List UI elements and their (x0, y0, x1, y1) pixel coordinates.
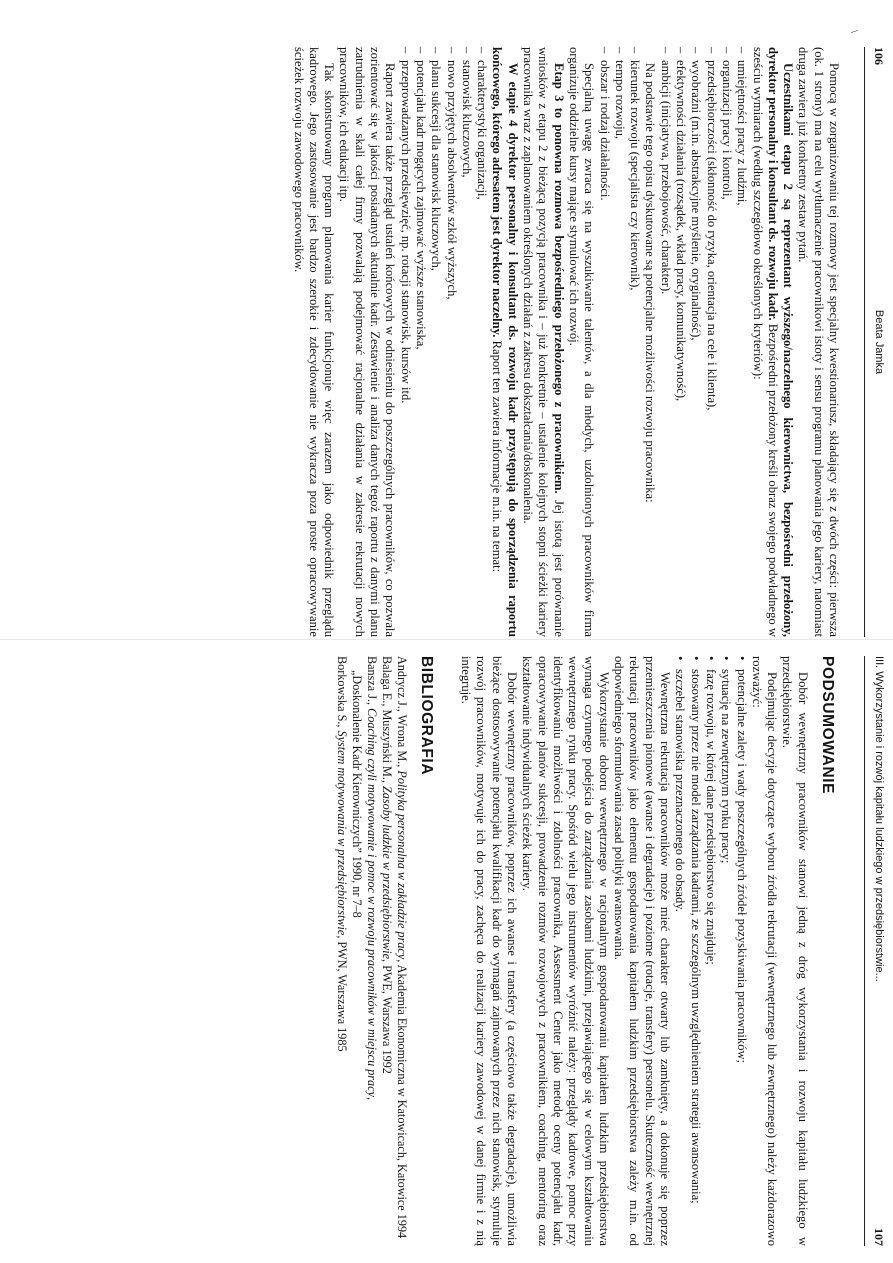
header-rule (864, 47, 865, 637)
paragraph: Na podstawie tego opisu dyskutowane są potencjalne możliwości rozwoju pracownika: (643, 63, 658, 503)
consideration-item: • sytuację na zewnętrznym rynku pracy; (718, 656, 733, 1246)
bold-lead: Etap 3 to ponowna rozmowa bezpośredniego przełożonego z pracownikiem. (551, 63, 566, 494)
consideration-item: • fazę rozwoju, w której dane przedsiębiorstwo się znajduje; (703, 656, 718, 1246)
running-head-author: Beata Jamka (873, 309, 885, 375)
criteria-item: – efektywności działania (rozsądek, wkład pracy, komunikatywność), (673, 47, 688, 637)
page-number: 107 (872, 1228, 886, 1246)
right-body (335, 656, 841, 1246)
bibliography-entry-continuation: „Doskonalenie Kadr Kierowniczych” 1990, nr 7–8 (350, 670, 365, 918)
paragraph-stage-4: W etapie 4 dyrektor personalny i konsultant ds. rozwoju kadr przystępują do sporządzenia raportu końcowego, którego adresatem jest dyrektor naczelny. Raport ten zawiera informacje m.in. na temat: (490, 47, 520, 637)
paragraph: Wykorzystanie doboru wewnętrznego w racjonalnym gospodarowaniu kapitałem ludzkim przedsiębiorstwa wymaga czynnego podejścia do zarządzania zasobami ludzkimi, przejawiającego się w celowym kształtowaniu wewnętrznego rynku pracy. Spośród wielu jego instrumentów wyróżnić należy: przeglądy kadrowe, pomoc przy identyfikowaniu możliwości i zdolności pracownika, Assessment Center jako metodę oceny potencjału kadr, opracowywanie planów sukcesji, prowadzenie rozmów rozwojowych z pracownikiem, coaching, mentoring oraz kształtowanie indywidualnych ścieżek kariery. (520, 656, 611, 1246)
criteria-item: – ambicji (inicjatywa, przebojowość, charakter). (657, 47, 672, 637)
paragraph: Wewnętrzna rekrutacja pracowników może mieć charakter otwarty lub zamknięty, a dokonuje się poprzez przemieszczenia pionowe (awanse i degradacje) i poziome (rotacje, transfery) personelu. Skuteczność wewnętrznej rekrutacji pracowników jako elementu gospodarowania kapitałem ludzkim przedsiębiorstwa zależy m.in. od odpowiedniego sformułowania zasad polityki awansowania. (612, 656, 673, 1246)
bibliography-list (335, 656, 409, 1246)
bibliography-entry: Andrycz J., Wrona M., Polityka personalna w zakładzie pracy, Akademia Ekonomiczna w Katowicach, Katowice 1994 (394, 656, 409, 1239)
section-heading-bibliography: BIBLIOGRAFIA (417, 656, 435, 776)
paragraph: Dobór wewnętrzny pracowników, poprzez ich awanse i transfery (a częściowo także degradacje), umożliwia bieżące dostosowywanie potencjału kwalifikacji kadr do wymagań zajmowanych przez nich stanowisk, stymuluje rozwój pracowników, motywuje ich do pracy, zachęca do realizacji kariery zawodowej w danej firmie i z nią integruje. (459, 656, 520, 1246)
paragraph: Raport zawiera także przegląd ustaleń końcowych w odniesieniu do poszczególnych pracowników, co pozwala zorientować się w jakości posiadanych aktualnie kadr. Zestawienie i analiza danych tegoż raportu z danymi planu zatrudnienia w skali całej firmy pozwalają podejmować racjonalne działania w zakresie rekrutacji nowych pracowników, ich edukacji itp. (337, 47, 398, 637)
header-rule (864, 656, 865, 1246)
bibliography-entry: Bansza J., Coaching czyli motywowanie i pomoc w rozwoju pracowników w miejscu pracy, (364, 656, 379, 1101)
right-header (864, 656, 888, 1246)
report-item: – przeprowadzanych przedsięwzięć, np. rotacji stanowisk, kursów itd. (397, 47, 412, 637)
criteria-item: – organizacji pracy i kontroli, (719, 47, 734, 637)
scan-mark: \ (848, 30, 860, 34)
paragraph: Pomocą w zorganizowaniu tej rozmowy jest specjalny kwestionariusz, składający się z dwóch części: pierwsza (ok. 1 strony) ma na celu wytłumaczenie pracownikowi istoty i sensu programu planowania jego kariery, natomiast druga zawiera już konkretny zestaw pytań. (796, 47, 841, 637)
criteria-item: – wyobraźni (m.in. abstrakcyjne myślenie, oryginalność), (688, 47, 703, 637)
page-fold (0, 639, 893, 640)
bold-lead: Uczestnikami etapu 2 są reprezentant wyższego/naczelnego kierownictwa, bezpośredni przełożony, dyrektor personalny i konsultant ds. rozwoju kadr. (765, 47, 796, 637)
section-heading-summary: PODSUMOWANIE (819, 656, 836, 795)
report-item: – stanowisk kluczowych, (459, 47, 474, 637)
development-item: – tempo rozwoju, (612, 47, 627, 637)
left-header (864, 47, 888, 637)
bibliography-entry: Balaga E., Muszyński M., Zasoby ludzkie w przedsiębiorstwie, PWE, Warszawa 1992 (379, 656, 394, 1074)
paragraph: Tak skonstruowany program planowania karier funkcjonuje więc zarazem jako odpowiednik przeglądu kadrowego. Jego zastosowanie jest bardzo szerokie i zdecydowanie nie wykracza poza proste opracowywanie ścieżek rozwoju zawodowego pracowników. (291, 47, 337, 637)
consideration-item: • stosowany przez nie model zarządzania kadrami, ze szczególnym uwzględnieniem strategii awansowania; (687, 656, 702, 1246)
paragraph-stage-2: Uczestnikami etapu 2 są reprezentant wyższego/naczelnego kierownictwa, bezpośredni przełożony, dyrektor personalny i konsultant ds. rozwoju kadr. Bezpośredni przełożony kreśli obraz swojego podwładnego w sześciu wymiarach (według szczegółowo określonych kryteriów): (750, 47, 796, 637)
consideration-item: • potencjalne zalety i wady poszczególnych źródeł pozyskiwania pracowników; (733, 656, 748, 1246)
page-number: 106 (872, 47, 886, 65)
consideration-item: • szczebel stanowiska przeznaczonego do obsady. (672, 656, 687, 1246)
running-head-chapter: III. Wykorzystanie i rozwój kapitału ludzkiego w przedsiębiorstwie... (873, 656, 885, 982)
development-item: – obszar i rodzaj działalności. (596, 47, 611, 637)
report-item: – planu sukcesji dla stanowisk kluczowych, (428, 47, 443, 637)
left-page (0, 47, 893, 637)
criteria-item: – umiejętności pracy z ludźmi, (734, 47, 749, 637)
report-item: – charakterystyki organizacji, (474, 47, 489, 637)
report-item: – potencjału kadr mogących zajmować wyższe stanowiska, (413, 47, 428, 637)
paragraph: Dobór wewnętrzny pracowników stanowi jedną z dróg wykorzystania i rozwoju kapitału ludzkiego w przedsiębiorstwie. (780, 656, 810, 1246)
paragraph: Specjalną uwagę zwraca się na wyszukiwanie talentów, a dla młodych, uzdolnionych pracowników firma organizuje oddzielne kursy mające stymulować ich rozwój. (566, 47, 597, 637)
development-item: – kierunek rozwoju (specjalista czy kierownik), (627, 47, 642, 637)
bibliography-entry: Borkowska S., System motywowania w przedsiębiorstwie, PWN, Warszawa 1985 (335, 656, 350, 1052)
left-body (290, 47, 841, 637)
paragraph: Podejmując decyzje dotyczące wyboru źródła rekrutacji (wewnętrznego lub zewnętrznego) należy każdorazowo rozważyć: (749, 656, 780, 1246)
criteria-item: – przedsiębiorczości (skłonność do ryzyka, orientacja na cele i klienta), (703, 47, 718, 637)
report-item: – nowo przyjętych absolwentów szkół wyższych, (443, 47, 458, 637)
right-page (0, 656, 893, 1246)
paragraph-stage-3: Etap 3 to ponowna rozmowa bezpośredniego przełożonego z pracownikiem. Jej istotą jest porównanie wniosków z etapu 2 z bieżącą pozycją pracownika i – już konkretnie – ustalenie kolejnych stopni ścieżki kariery pracownika wraz z zaplanowaniem określonych działań z zakresu dokształcania/doskonalenia. (521, 47, 566, 638)
bold-lead: W etapie 4 dyrektor personalny i konsultant ds. rozwoju kadr przystępują do sporządzenia raportu końcowego, którego adresatem jest dyrektor naczelny. (490, 47, 520, 637)
